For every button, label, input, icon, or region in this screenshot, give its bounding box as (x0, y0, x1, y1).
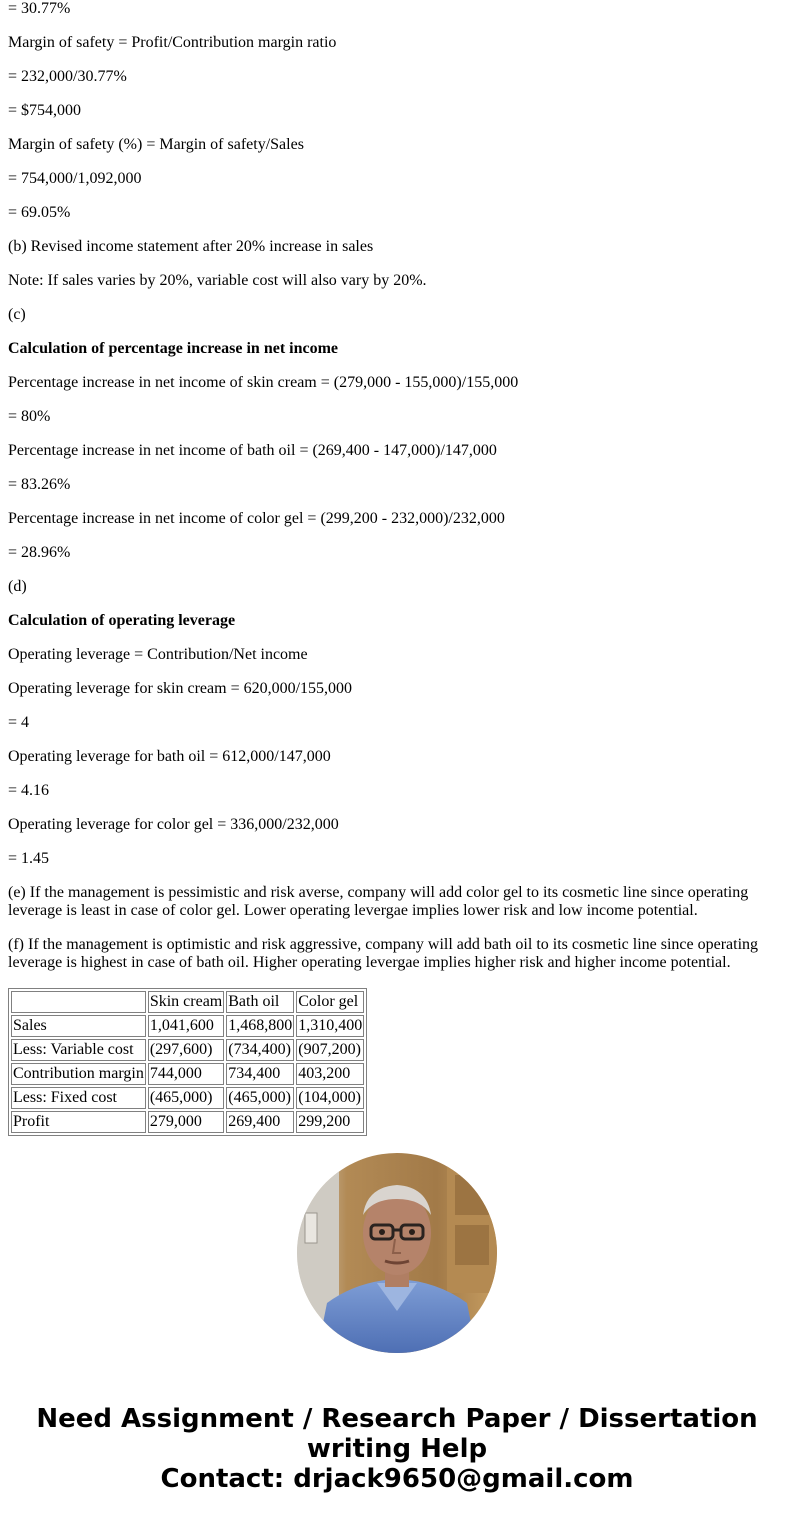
table-cell: (104,000) (296, 1087, 364, 1109)
table-cell: Less: Variable cost (11, 1039, 146, 1061)
table-cell: 734,400 (226, 1063, 294, 1085)
table-row (11, 1015, 364, 1037)
table-cell: Profit (11, 1111, 146, 1133)
text-line: Margin of safety (%) = Margin of safety/Sales (8, 136, 304, 153)
table-header-cell (11, 991, 146, 1013)
text-line: (d) (8, 578, 27, 595)
text-line: = 4 (8, 714, 30, 731)
table-cell: (907,200) (296, 1039, 364, 1061)
promo-banner (0, 1404, 794, 1494)
table-cell: (297,600) (148, 1039, 224, 1061)
text-line: = 1.45 (8, 850, 50, 867)
table-row (11, 1039, 364, 1061)
solution-text (8, 0, 778, 972)
text-line: = 80% (8, 408, 51, 425)
document-body (8, 0, 778, 1136)
text-line: Percentage increase in net income of bath oil = (269,400 - 147,000)/147,000 (8, 442, 497, 459)
text-line: = 754,000/1,092,000 (8, 170, 142, 187)
table-cell: 1,310,400 (296, 1015, 364, 1037)
text-line: (e) If the management is pessimistic and risk averse, company will add color gel to its cosmetic line since operating leverage is least in case of color gel. Lower operating levergae implies lower risk and low income potential. (8, 884, 749, 919)
table-cell: 1,041,600 (148, 1015, 224, 1037)
text-line: Operating leverage for color gel = 336,000/232,000 (8, 816, 339, 833)
text-line: Percentage increase in net income of skin cream = (279,000 - 155,000)/155,000 (8, 374, 519, 391)
table-cell: (734,400) (226, 1039, 294, 1061)
text-line: = $754,000 (8, 102, 82, 119)
table-row (11, 1111, 364, 1133)
text-line: Percentage increase in net income of color gel = (299,200 - 232,000)/232,000 (8, 510, 505, 527)
table-cell: 744,000 (148, 1063, 224, 1085)
text-line: = 69.05% (8, 204, 71, 221)
table-cell: (465,000) (226, 1087, 294, 1109)
promo-line-1: Need Assignment / Research Paper / Dissertation (36, 1404, 758, 1434)
table-cell: Sales (11, 1015, 146, 1037)
text-line: Note: If sales varies by 20%, variable cost will also vary by 20%. (8, 272, 427, 289)
text-line: Operating leverage for skin cream = 620,000/155,000 (8, 680, 353, 697)
income-statement-table (8, 988, 367, 1136)
table-row (11, 1063, 364, 1085)
table-cell: 403,200 (296, 1063, 364, 1085)
table-cell: Contribution margin (11, 1063, 146, 1085)
text-line: = 30.77% (8, 0, 71, 17)
text-line: (b) Revised income statement after 20% increase in sales (8, 238, 374, 255)
table-header-cell: Bath oil (226, 991, 294, 1013)
text-line: Margin of safety = Profit/Contribution margin ratio (8, 34, 337, 51)
text-line: (c) (8, 306, 26, 323)
text-line: = 83.26% (8, 476, 71, 493)
promo-line-2: writing Help (306, 1434, 488, 1464)
table-header-cell: Skin cream (148, 991, 224, 1013)
text-line: Operating leverage = Contribution/Net income (8, 646, 308, 663)
section-heading: Calculation of operating leverage (8, 612, 236, 629)
text-line: Operating leverage for bath oil = 612,000/147,000 (8, 748, 331, 765)
table-cell: (465,000) (148, 1087, 224, 1109)
table-cell: 279,000 (148, 1111, 224, 1133)
text-line: = 4.16 (8, 782, 50, 799)
table-cell: Less: Fixed cost (11, 1087, 146, 1109)
author-photo (297, 1153, 497, 1353)
section-heading: Calculation of percentage increase in net income (8, 340, 339, 357)
text-line: = 232,000/30.77% (8, 68, 127, 85)
table-row (11, 1087, 364, 1109)
table-cell: 269,400 (226, 1111, 294, 1133)
author-photo-image (297, 1153, 497, 1353)
table-header-cell: Color gel (296, 991, 364, 1013)
text-line: = 28.96% (8, 544, 71, 561)
table-cell: 1,468,800 (226, 1015, 294, 1037)
promo-contact: Contact: drjack9650@gmail.com (160, 1464, 634, 1494)
text-line: (f) If the management is optimistic and risk aggressive, company will add bath oil to its cosmetic line since operating leverage is highest in case of bath oil. Higher operating levergae implies higher risk and higher income potential. (8, 936, 759, 971)
table-cell: 299,200 (296, 1111, 364, 1133)
table-header-row (11, 991, 364, 1013)
